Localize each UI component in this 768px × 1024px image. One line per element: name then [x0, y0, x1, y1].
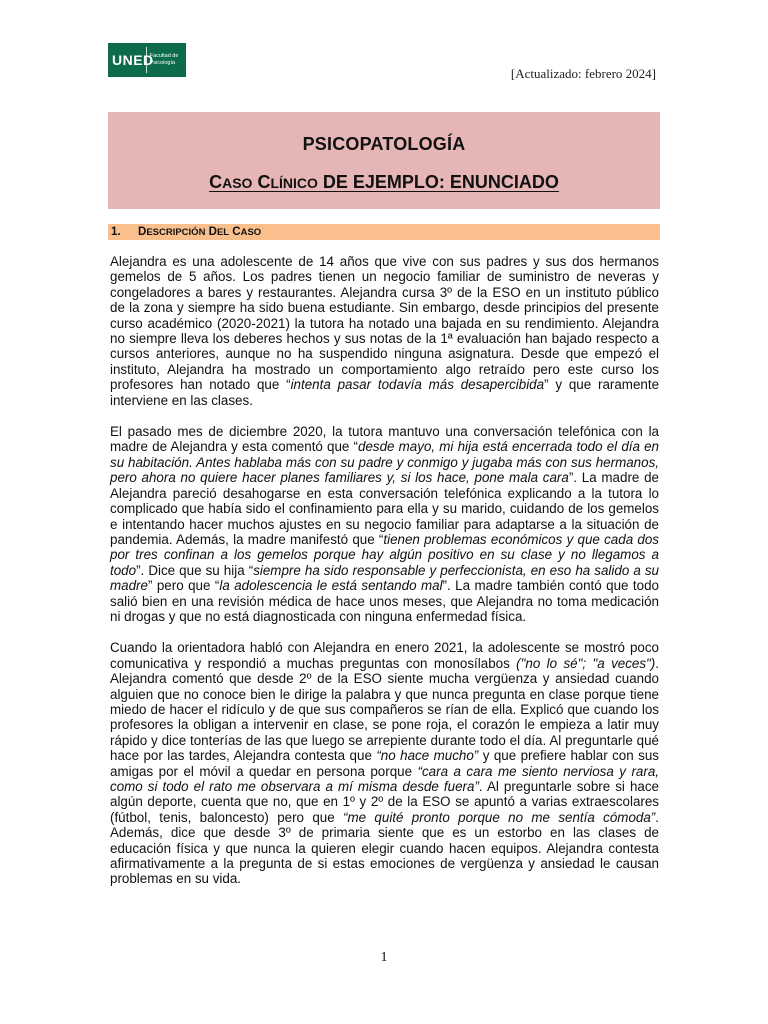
- paragraph-text: . Además, dice que desde 3º de primaria siente que es un estorbo en las clases de educación física y que nunca la quieren elegir cuando hacen equipos. Alejandra contesta afirmativamente a la pregunta de si estas emociones de vergüenza y ansiedad le causan problemas en su vida.: [110, 809, 659, 887]
- logo-divider: [146, 47, 147, 73]
- quoted-text: siempre ha sido responsable y perfeccionista, en eso ha salido a su madre: [110, 562, 659, 594]
- logo-sub-text: Facultad de Psicología: [149, 53, 179, 66]
- updated-date: [Actualizado: febrero 2024]: [510, 66, 656, 81]
- paragraph-text: . Al preguntarle sobre si hace algún deporte, cuenta que no, que en 1º y 2º de la ESO se apuntó a varias extraescolares (fútbol, tenis, baloncesto) pero que: [110, 779, 659, 825]
- section-number: 1.: [111, 226, 121, 238]
- quoted-text: “cara a cara me siento nerviosa y rara, como si todo el rato me observara a mí misma desde fuera”: [110, 763, 659, 794]
- quoted-text: “no hace mucho”: [376, 748, 479, 764]
- paragraph-text: ”. La madre también contó que todo salió bien en una revisión médica de hace unos meses, que Alejandra no toma medicación ni drogas y que no está diagnosticada con ninguna enfermedad física.: [110, 578, 659, 624]
- page-number: 1: [380, 950, 388, 965]
- paragraph-text: ”. La madre de Alejandra pareció desahogarse en esta conversación telefónica explicando a la tutora lo complicado que había sido el confinamiento para ella y su marido, cuidando de los gemelos e intentando hacer muchos ajustes en su negocio familiar para adaptarse a la situación de pandemia. Además, la madre manifestó que “: [110, 470, 659, 547]
- quoted-text: “me quité pronto porque no me sentía cómoda”: [343, 809, 656, 825]
- logo-main-text: UNED: [112, 52, 154, 68]
- document-title: PSICOPATOLOGÍA: [302, 134, 466, 154]
- quoted-text: intenta pasar todavía más desapercibida: [290, 377, 545, 393]
- document-subtitle: CASO CLÍNICO DE EJEMPLO: ENUNCIADO: [209, 172, 559, 192]
- quoted-text: ("no lo sé"; "a veces"): [516, 655, 656, 671]
- paragraph-text: ” pero que “: [147, 578, 220, 594]
- paragraph-text: ”. Dice que su hija “: [136, 562, 254, 578]
- body-paragraph: [110, 424, 659, 624]
- quoted-text: tienen problemas económicos y que cada dos por tres confinan a los gemelos porque hay algún positivo en su clase y no llegamos a todo: [110, 531, 659, 578]
- body-paragraph: [110, 254, 659, 408]
- uned-logo: [108, 43, 186, 77]
- paragraph-text: y que prefiere hablar con sus amigas por el móvil a quedar en persona porque: [110, 748, 659, 779]
- paragraph-text: ” y que raramente interviene en las clases.: [110, 377, 660, 408]
- paragraph-text: Cuando la orientadora habló con Alejandra en enero 2021, la adolescente se mostró poco comunicativa y respondió a muchas preguntas con monosílabos: [110, 640, 659, 671]
- document-body: [110, 254, 659, 903]
- paragraph-text: El pasado mes de diciembre 2020, la tutora mantuvo una conversación telefónica con la madre de Alejandra y esta comentó que “: [110, 424, 659, 455]
- quoted-text: desde mayo, mi hija está encerrada todo el día en su habitación. Antes hablaba más con su padre y conmigo y jugaba más con sus hermanos, pero ahora no quiere hacer planes familiares y, si los hace, pone mala cara: [110, 439, 659, 486]
- paragraph-text: Alejandra es una adolescente de 14 años que vive con sus padres y sus dos hermanos gemelos de 5 años. Los padres tienen un negocio familiar de suministro de neveras y congeladores a bares y restaurantes. Alejandra cursa 3º de la ESO en un instituto público de la zona y siempre ha sido buena estudiante. Sin embargo, desde principios del presente curso académico (2020-2021) la tutora ha notado una bajada en su rendimiento. Alejandra no siempre lleva los deberes hechos y sus notas de la 1ª evaluación han bajado respecto a cursos anteriores, aunque no ha suspendido ninguna asignatura. Desde que empezó el instituto, Alejandra ha mostrado un comportamiento algo retraído pero este curso los profesores han notado que “: [110, 254, 659, 393]
- body-paragraph: [110, 640, 659, 887]
- paragraph-text: . Alejandra comentó que desde 2º de la ESO siente mucha vergüenza y ansiedad cuando alguien que no conoce bien le dirige la palabra y que nunca pregunta en clase porque tiene miedo de hacer el ridículo y de que sus compañeros se rían de ella. Explicó que cuando los profesores la obligan a intervenir en clase, se pone roja, el corazón le empieza a latir muy rápido y dice tonterías de las que luego se arrepiente durante todo el día. Al preguntarle qué hace por las tardes, Alejandra contesta que: [110, 655, 659, 764]
- title-box: [108, 112, 660, 209]
- section-header: [108, 224, 660, 240]
- quoted-text: la adolescencia le está sentando mal: [219, 578, 443, 594]
- section-title: DESCRIPCIÓN DEL CASO: [138, 226, 262, 238]
